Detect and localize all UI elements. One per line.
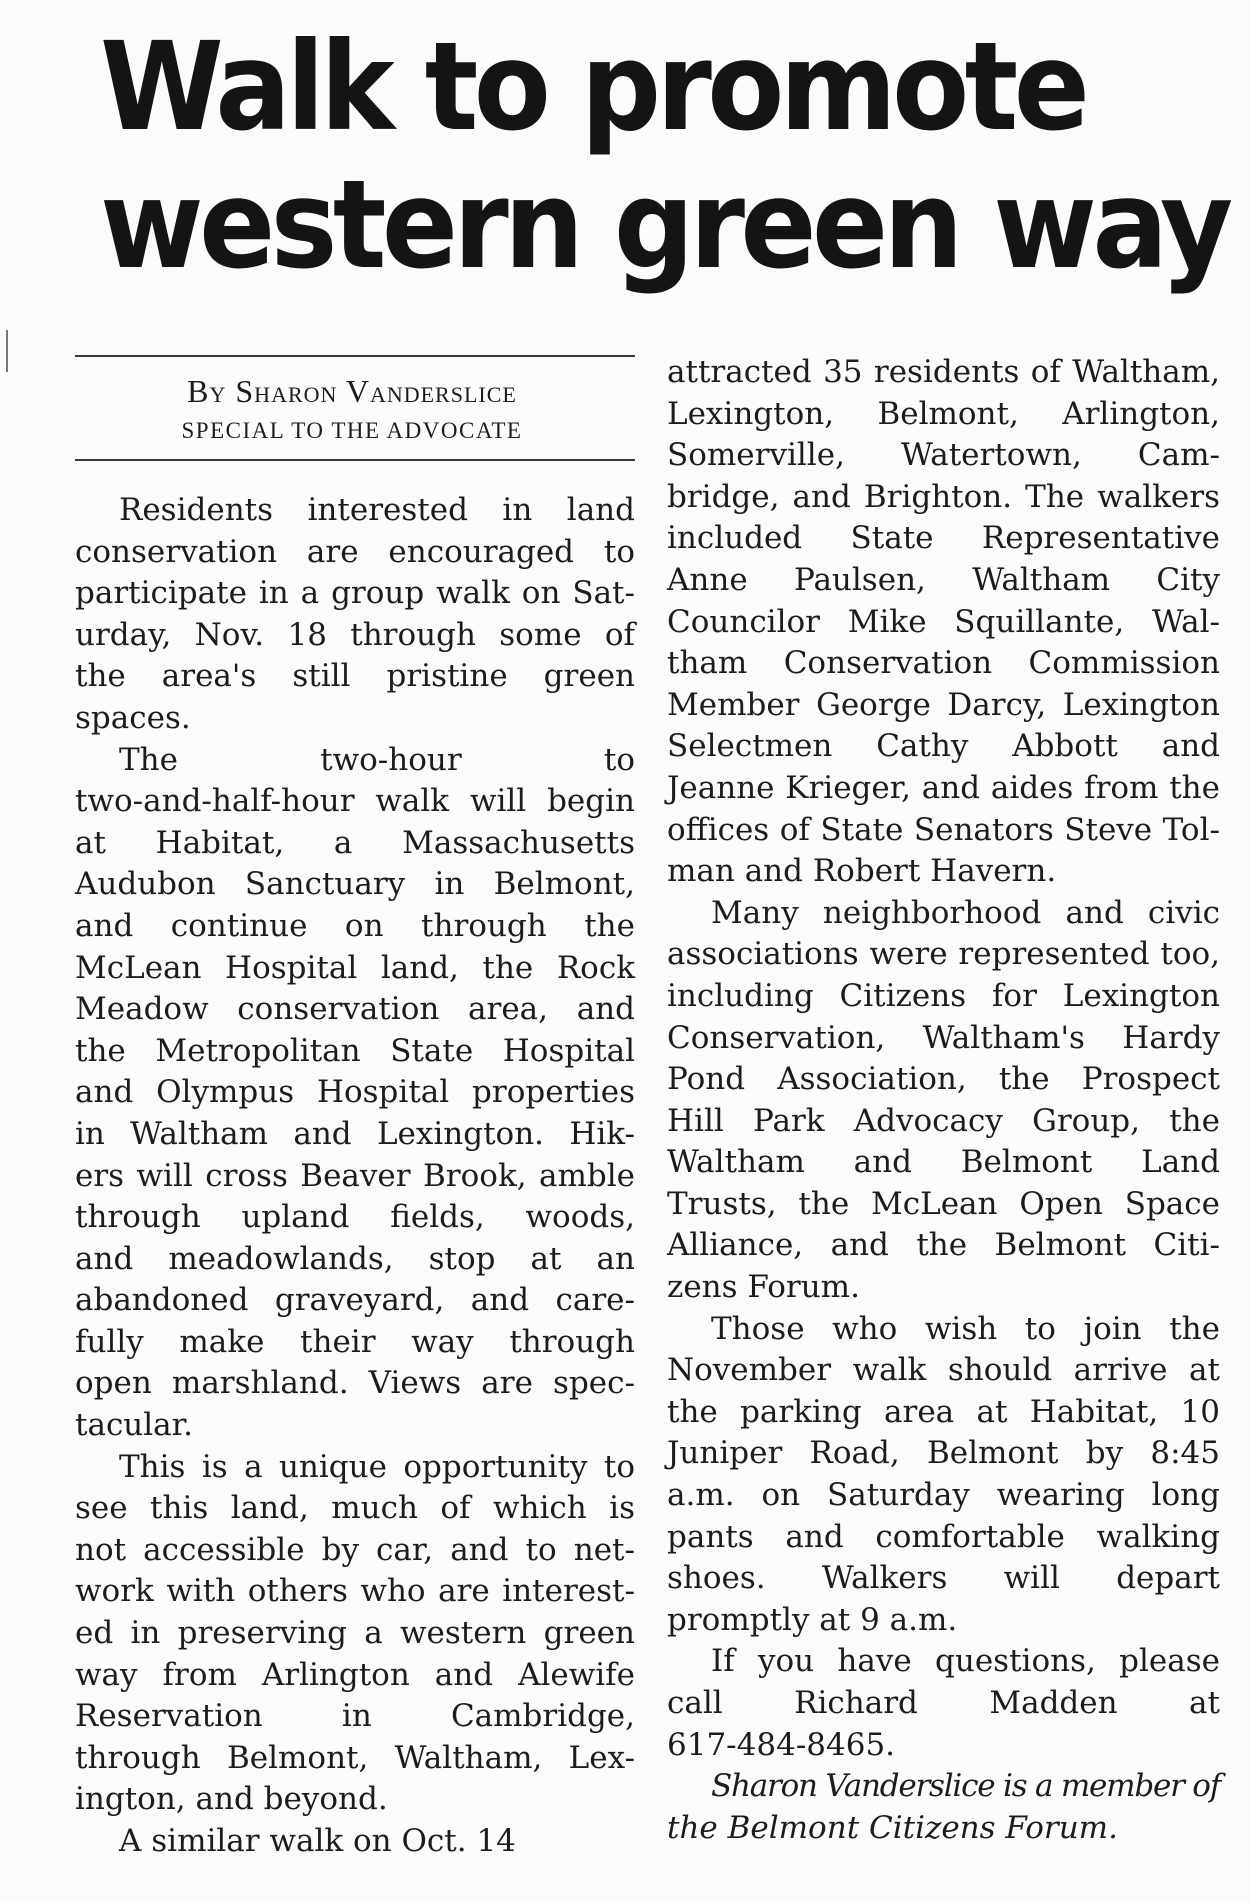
text-line: the Metropolitan State Hospital [75,1032,635,1069]
text-line: in Waltham and Lexington. Hik- [75,1115,635,1152]
text-line: Selectmen Cathy Abbott and [667,728,1220,765]
text-line: open marshland. Views are spec- [75,1365,635,1402]
text-line: Trusts, the McLean Open Space [667,1185,1220,1222]
text-line: at Habitat, a Massachusetts [75,824,635,861]
right-column-paragraph [667,1766,1220,1849]
text-line: the parking area at Habitat, 10 [667,1393,1220,1430]
text-line: Reservation in Cambridge, [75,1698,635,1735]
text-line: pants and comfortable walking [667,1518,1220,1555]
text-line: November walk should arrive at [667,1352,1220,1389]
text-line: and continue on through the [75,907,635,944]
text-line: Alliance, and the Belmont Citi- [667,1227,1220,1264]
headline-line-2: western green way [100,154,1229,296]
right-column-paragraph [667,1641,1220,1766]
left-column-paragraph [75,1447,635,1821]
text-line: attracted 35 residents of Waltham, [667,354,1220,390]
byline-author: By Sharon Vanderslice [187,373,517,409]
right-column-paragraph [667,352,1220,893]
text-line: call Richard Madden at [667,1685,1220,1721]
left-column-paragraph [75,490,635,740]
text-line: Councilor Mike Squillante, Wal- [667,603,1220,640]
text-line: Member George Darcy, Lexington [667,686,1220,723]
headline-line-1: Walk to promote [100,16,1086,158]
text-line: and meadowlands, stop at an [75,1240,635,1277]
text-line: fully make their way through [75,1323,635,1360]
text-line: This is a unique opportunity to [119,1448,635,1485]
text-line: shoes. Walkers will depart [667,1560,1220,1597]
text-line: Somerville, Watertown, Cam- [667,437,1220,474]
text-line: ington, and beyond. [75,1781,388,1818]
text-line: two-and-half-hour walk will begin [75,783,635,820]
text-line: Audubon Sanctuary in Belmont, [75,866,635,903]
text-line: urday, Nov. 18 through some of [75,616,635,653]
text-line: ed in preserving a western green [75,1615,635,1652]
text-line: A similar walk on Oct. 14 [119,1823,516,1859]
text-line: abandoned graveyard, and care- [75,1282,635,1319]
text-line: the area's still pristine green [75,658,635,695]
text-line: participate in a group walk on Sat- [75,575,635,612]
right-column-paragraph [667,1309,1220,1642]
text-line: Residents interested in land [119,492,635,528]
byline-bottom-rule [75,459,635,461]
text-line: Many neighborhood and civic [711,894,1220,931]
text-line: zens Forum. [667,1269,860,1306]
text-line: Anne Paulsen, Waltham City [667,561,1220,598]
text-line: conservation are encouraged to [75,533,635,570]
text-line: Pond Association, the Prospect [667,1061,1220,1098]
text-line: tham Conservation Commission [667,645,1220,682]
left-column-paragraph [75,1821,635,1863]
text-line: If you have questions, please [711,1643,1220,1680]
text-line: bridge, and Brighton. The walkers [667,478,1220,515]
article-column-right [667,352,1220,1849]
text-line: a.m. on Saturday wearing long [667,1477,1220,1514]
text-line: Sharon Vanderslice is a member of [711,1768,1220,1805]
text-line: man and Robert Havern. [667,853,1057,890]
text-line: included State Representative [667,520,1220,557]
right-column-paragraph [667,893,1220,1309]
text-line: McLean Hospital land, the Rock [75,949,635,986]
byline-top-rule [75,355,635,357]
text-line: The two-hour to [119,741,635,778]
text-line: spaces. [75,699,191,736]
text-line: Waltham and Belmont Land [667,1144,1220,1181]
text-line: the Belmont Citizens Forum. [667,1809,1118,1846]
left-column-paragraph [75,740,635,1447]
byline-credit: SPECIAL TO THE ADVOCATE [181,418,523,443]
text-line: work with others who are interest- [75,1573,635,1610]
text-line: 617-484-8465. [667,1726,896,1763]
text-line: and Olympus Hospital properties [75,1074,635,1111]
text-line: Hill Park Advocacy Group, the [667,1102,1220,1139]
text-line: Conservation, Waltham's Hardy [667,1019,1220,1056]
scan-edge-mark [6,330,8,372]
text-line: Those who wish to join the [711,1310,1220,1347]
text-line: Lexington, Belmont, Arlington, [667,395,1220,432]
text-line: see this land, much of which is [75,1490,635,1527]
article-column-left [75,490,635,1863]
text-line: including Citizens for Lexington [667,977,1220,1014]
byline [72,368,632,448]
text-line: Jeanne Krieger, and aides from the [667,769,1220,806]
text-line: tacular. [75,1407,193,1444]
text-line: Juniper Road, Belmont by 8:45 [667,1435,1220,1472]
text-line: not accessible by car, and to net- [75,1531,635,1568]
text-line: ers will cross Beaver Brook, amble [75,1157,635,1194]
text-line: through upland fields, woods, [75,1199,635,1236]
text-line: Meadow conservation area, and [75,991,635,1028]
text-line: way from Arlington and Alewife [75,1656,635,1693]
article-headline [100,16,1229,296]
text-line: offices of State Senators Steve Tol- [667,811,1220,848]
text-line: associations were represented too, [667,936,1220,973]
text-line: promptly at 9 a.m. [667,1601,958,1638]
text-line: through Belmont, Waltham, Lex- [75,1739,635,1776]
